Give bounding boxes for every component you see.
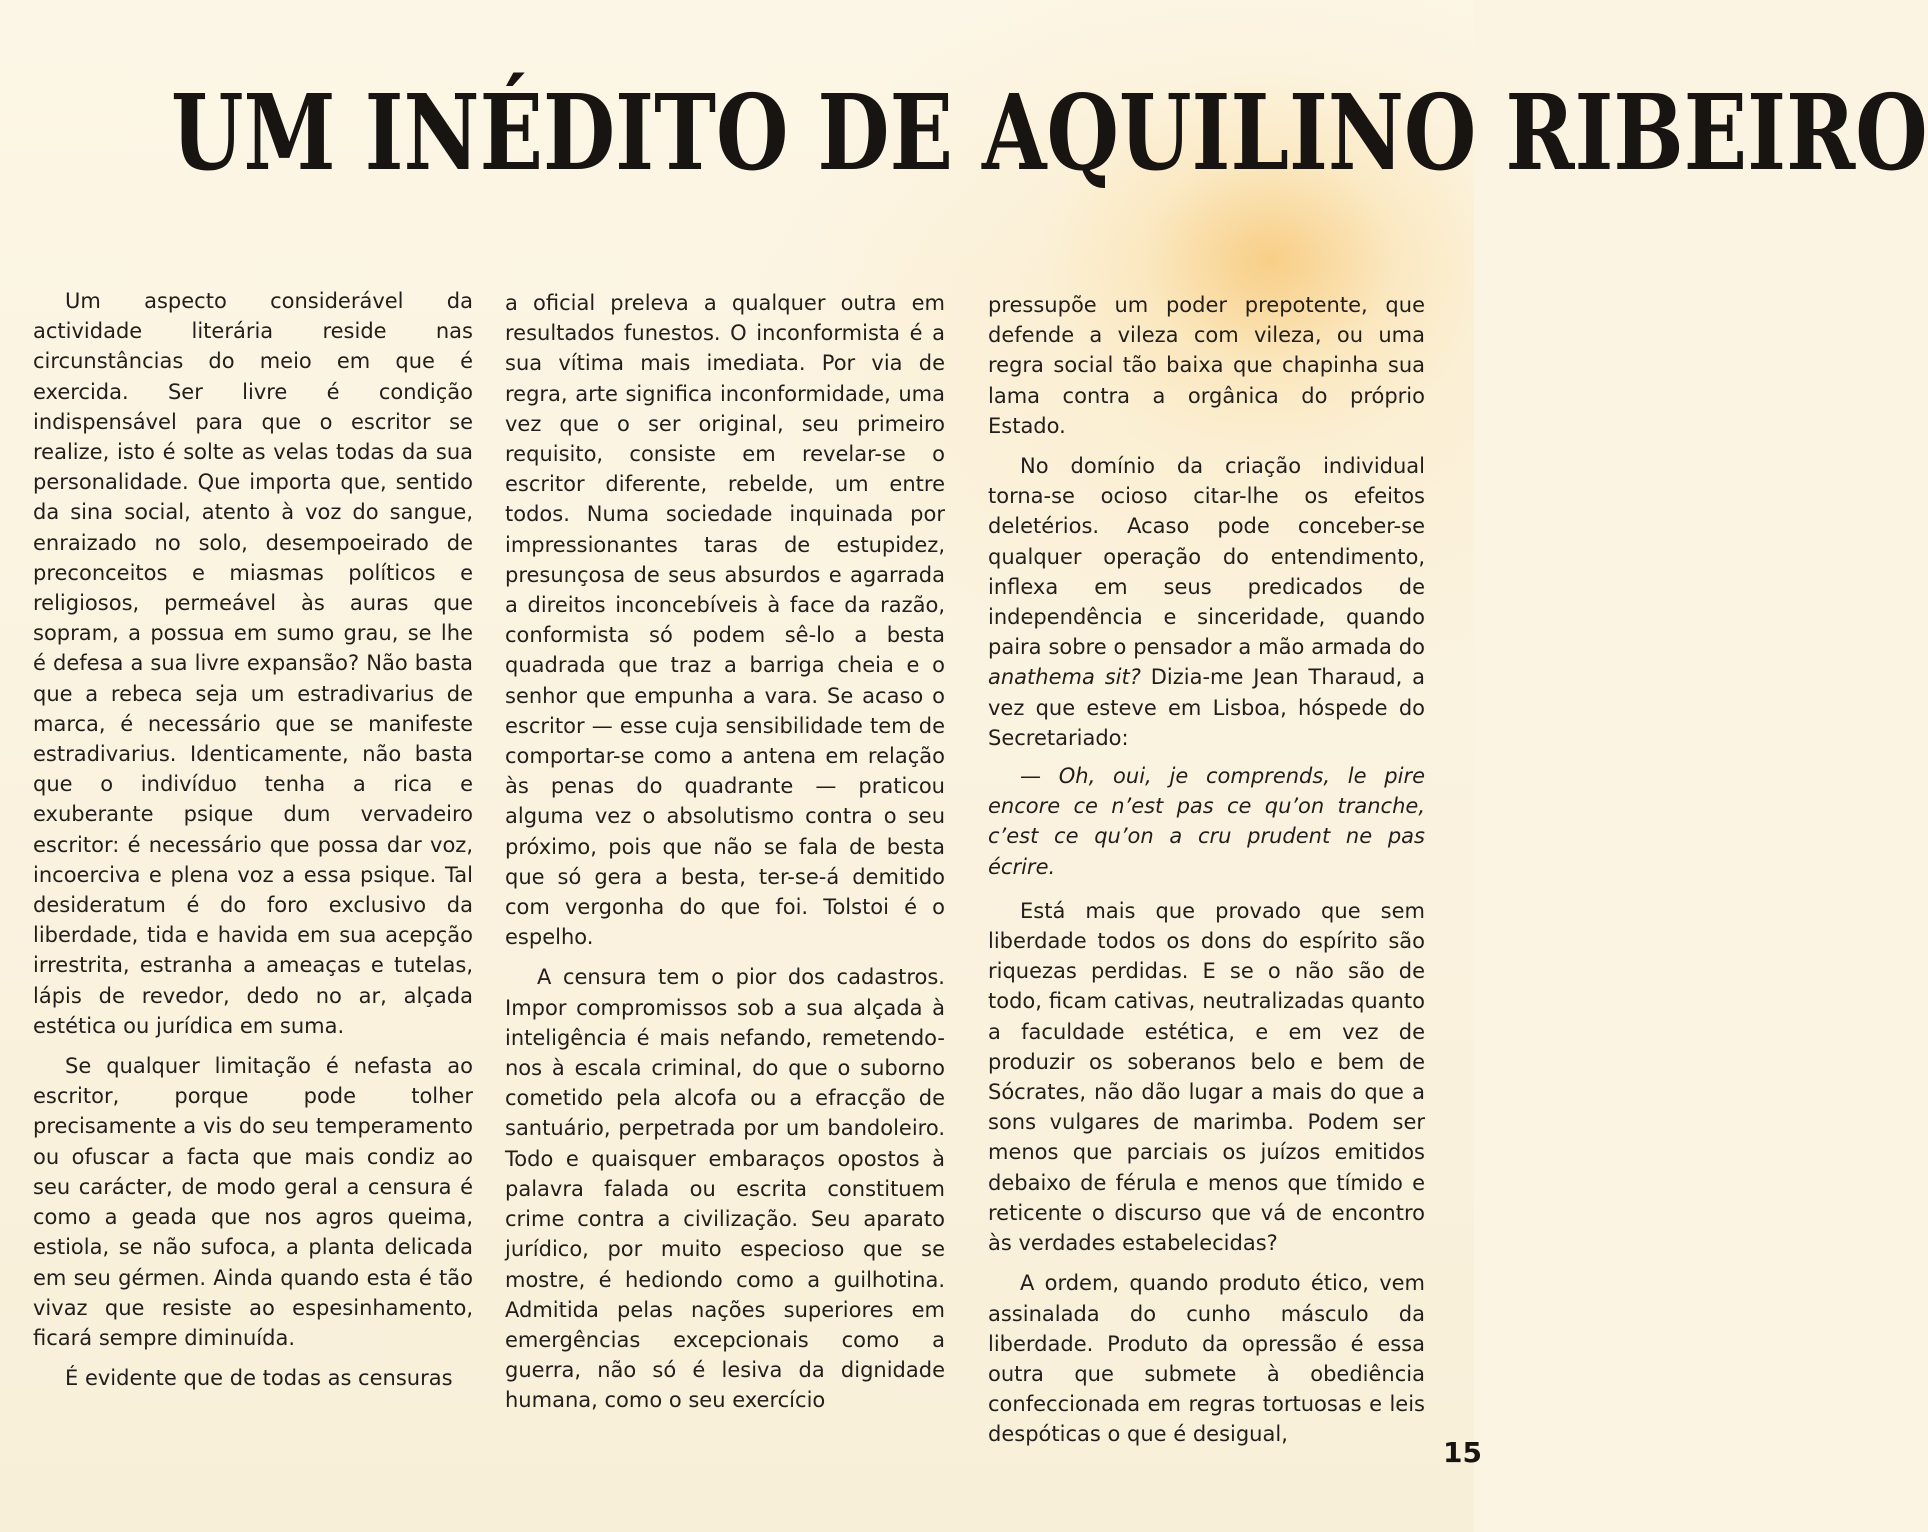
paragraph: É evidente que de todas as censuras [65, 1366, 453, 1391]
latin-phrase: anathema sit? [988, 665, 1141, 690]
paragraph: Um aspecto considerável da actividade literária reside nas circunstâncias do meio em que é exercida. Ser livre é condição indispensável para que o escritor se realize, isto é solte as velas todas da sua personalidade. Que importa que, sentido da sina social, atento à voz do sangue, enraizado no solo, desempoeirado de preconceitos e miasmas políticos e religiosos, permeável às auras que sopram, a possua em sumo grau, se lhe é defesa a sua livre expansão? Não basta que a rebeca seja um estradivarius de marca, é necessário que se manifeste estradivarius. Identicamente, não basta que o indivíduo tenha a rica e exuberante psique dum vervadeiro escritor: é necessário que possa dar voz, incoerciva e plena voz a essa psique. Tal desideratum é do foro exclusivo da liberdade, tida e havida em sua acepção irrestrita, estranha a ameaças e tutelas, lápis de revedor, dedo no ar, alçada estética ou jurídica em suma. [33, 289, 473, 1038]
text-column-2 [505, 288, 945, 1416]
paragraph [988, 451, 1425, 753]
text-column-1 [33, 286, 473, 1393]
paragraph: a oficial preleva a qualquer outra em resultados funestos. O inconformista é a sua vítima mais imediata. Por via de regra, arte significa inconformidade, uma vez que o ser original, seu primeiro requisito, consiste em revelar-se o escritor diferente, rebelde, um entre todos. Numa sociedade inquinada por impressionantes taras de estupidez, presunçosa de seus absurdos e agarrada a direitos inconcebíveis à face da razão, conformista só podem sê-lo a besta quadrada que traz a barriga cheia e o senhor que empunha a vara. Se acaso o escritor — esse cuja sensibilidade tem de comportar-se como a antena em relação às penas do quadrante — praticou alguma vez o absolutismo contra o seu próximo, pois que não se fala de besta que só gera a besta, ter-se-á demitido com vergonha do que foi. Tolstoi é o espelho. [505, 291, 945, 950]
paragraph: A ordem, quando produto ético, vem assinalada do cunho másculo da liberdade. Produto da opressão é essa outra que submete à obediência confeccionada em regras tortuosas e leis despóticas o que é desigual, [988, 1271, 1425, 1447]
page-number: 15 [1443, 1436, 1482, 1469]
paragraph: A censura tem o pior dos cadastros. Impor compromissos sob a sua alçada à inteligência é mais nefando, remetendo-nos à escala criminal, do que o suborno cometido pela alcofa ou a efracção de santuário, perpetrada por um bandoleiro. Todo e quaisquer embaraços opostos à palavra falada ou escrita constituem crime contra a civilização. Seu aparato jurídico, por muito especioso que se mostre, é hediondo como a guilhotina. Admitida pelas nações superiores em emergências excepcionais como a guerra, não só é lesiva da dignidade humana, como o seu exercício [505, 965, 945, 1413]
quotation: — Oh, oui, je comprends, le pire encore ce n’est pas ce qu’on tranche, c’est ce qu’on a cru prudent ne pas écrire. [988, 764, 1425, 879]
paragraph: Está mais que provado que sem liberdade todos os dons do espírito são riquezas perdidas. E se o não são de todo, ficam cativas, neutralizadas quanto a faculdade estética, e em vez de produzir os soberanos belo e bem de Sócrates, não dão lugar a mais do que a sons vulgares de marimba. Podem ser menos que parciais os juízos emitidos debaixo de férula e menos que tímido e reticente o discurso que vá de encontro às verdades estabelecidas? [988, 898, 1425, 1256]
paragraph: Se qualquer limitação é nefasta ao escritor, porque pode tolher precisamente a vis do seu temperamento ou ofuscar a facta que mais condiz ao seu carácter, de modo geral a censura é como a geada que nos agros queima, estiola, se não sufoca, a planta delicada em seu gérmen. Ainda quando esta é tão vivaz que resiste ao espesinhamento, ficará sempre diminuída. [33, 1054, 473, 1350]
article-title: UM INÉDITO DE AQUILINO RIBEIRO [171, 71, 1928, 194]
text-column-3 [988, 290, 1425, 1450]
paragraph-text: Dizia-me Jean Tharaud, a vez que esteve em Lisboa, hóspede do Secretariado: [988, 665, 1425, 750]
paragraph: pressupõe um poder prepotente, que defende a vileza com vileza, ou uma regra social tão baixa que chapinha sua lama contra a orgânica do próprio Estado. [988, 293, 1425, 438]
paragraph-text: No domínio da criação individual torna-se ocioso citar-lhe os efeitos deletérios. Acaso pode conceber-se qualquer operação do entendimento, inflexa em seus predicados de independência e sinceridade, quando paira sobre o pensador a mão armada do [988, 454, 1425, 660]
